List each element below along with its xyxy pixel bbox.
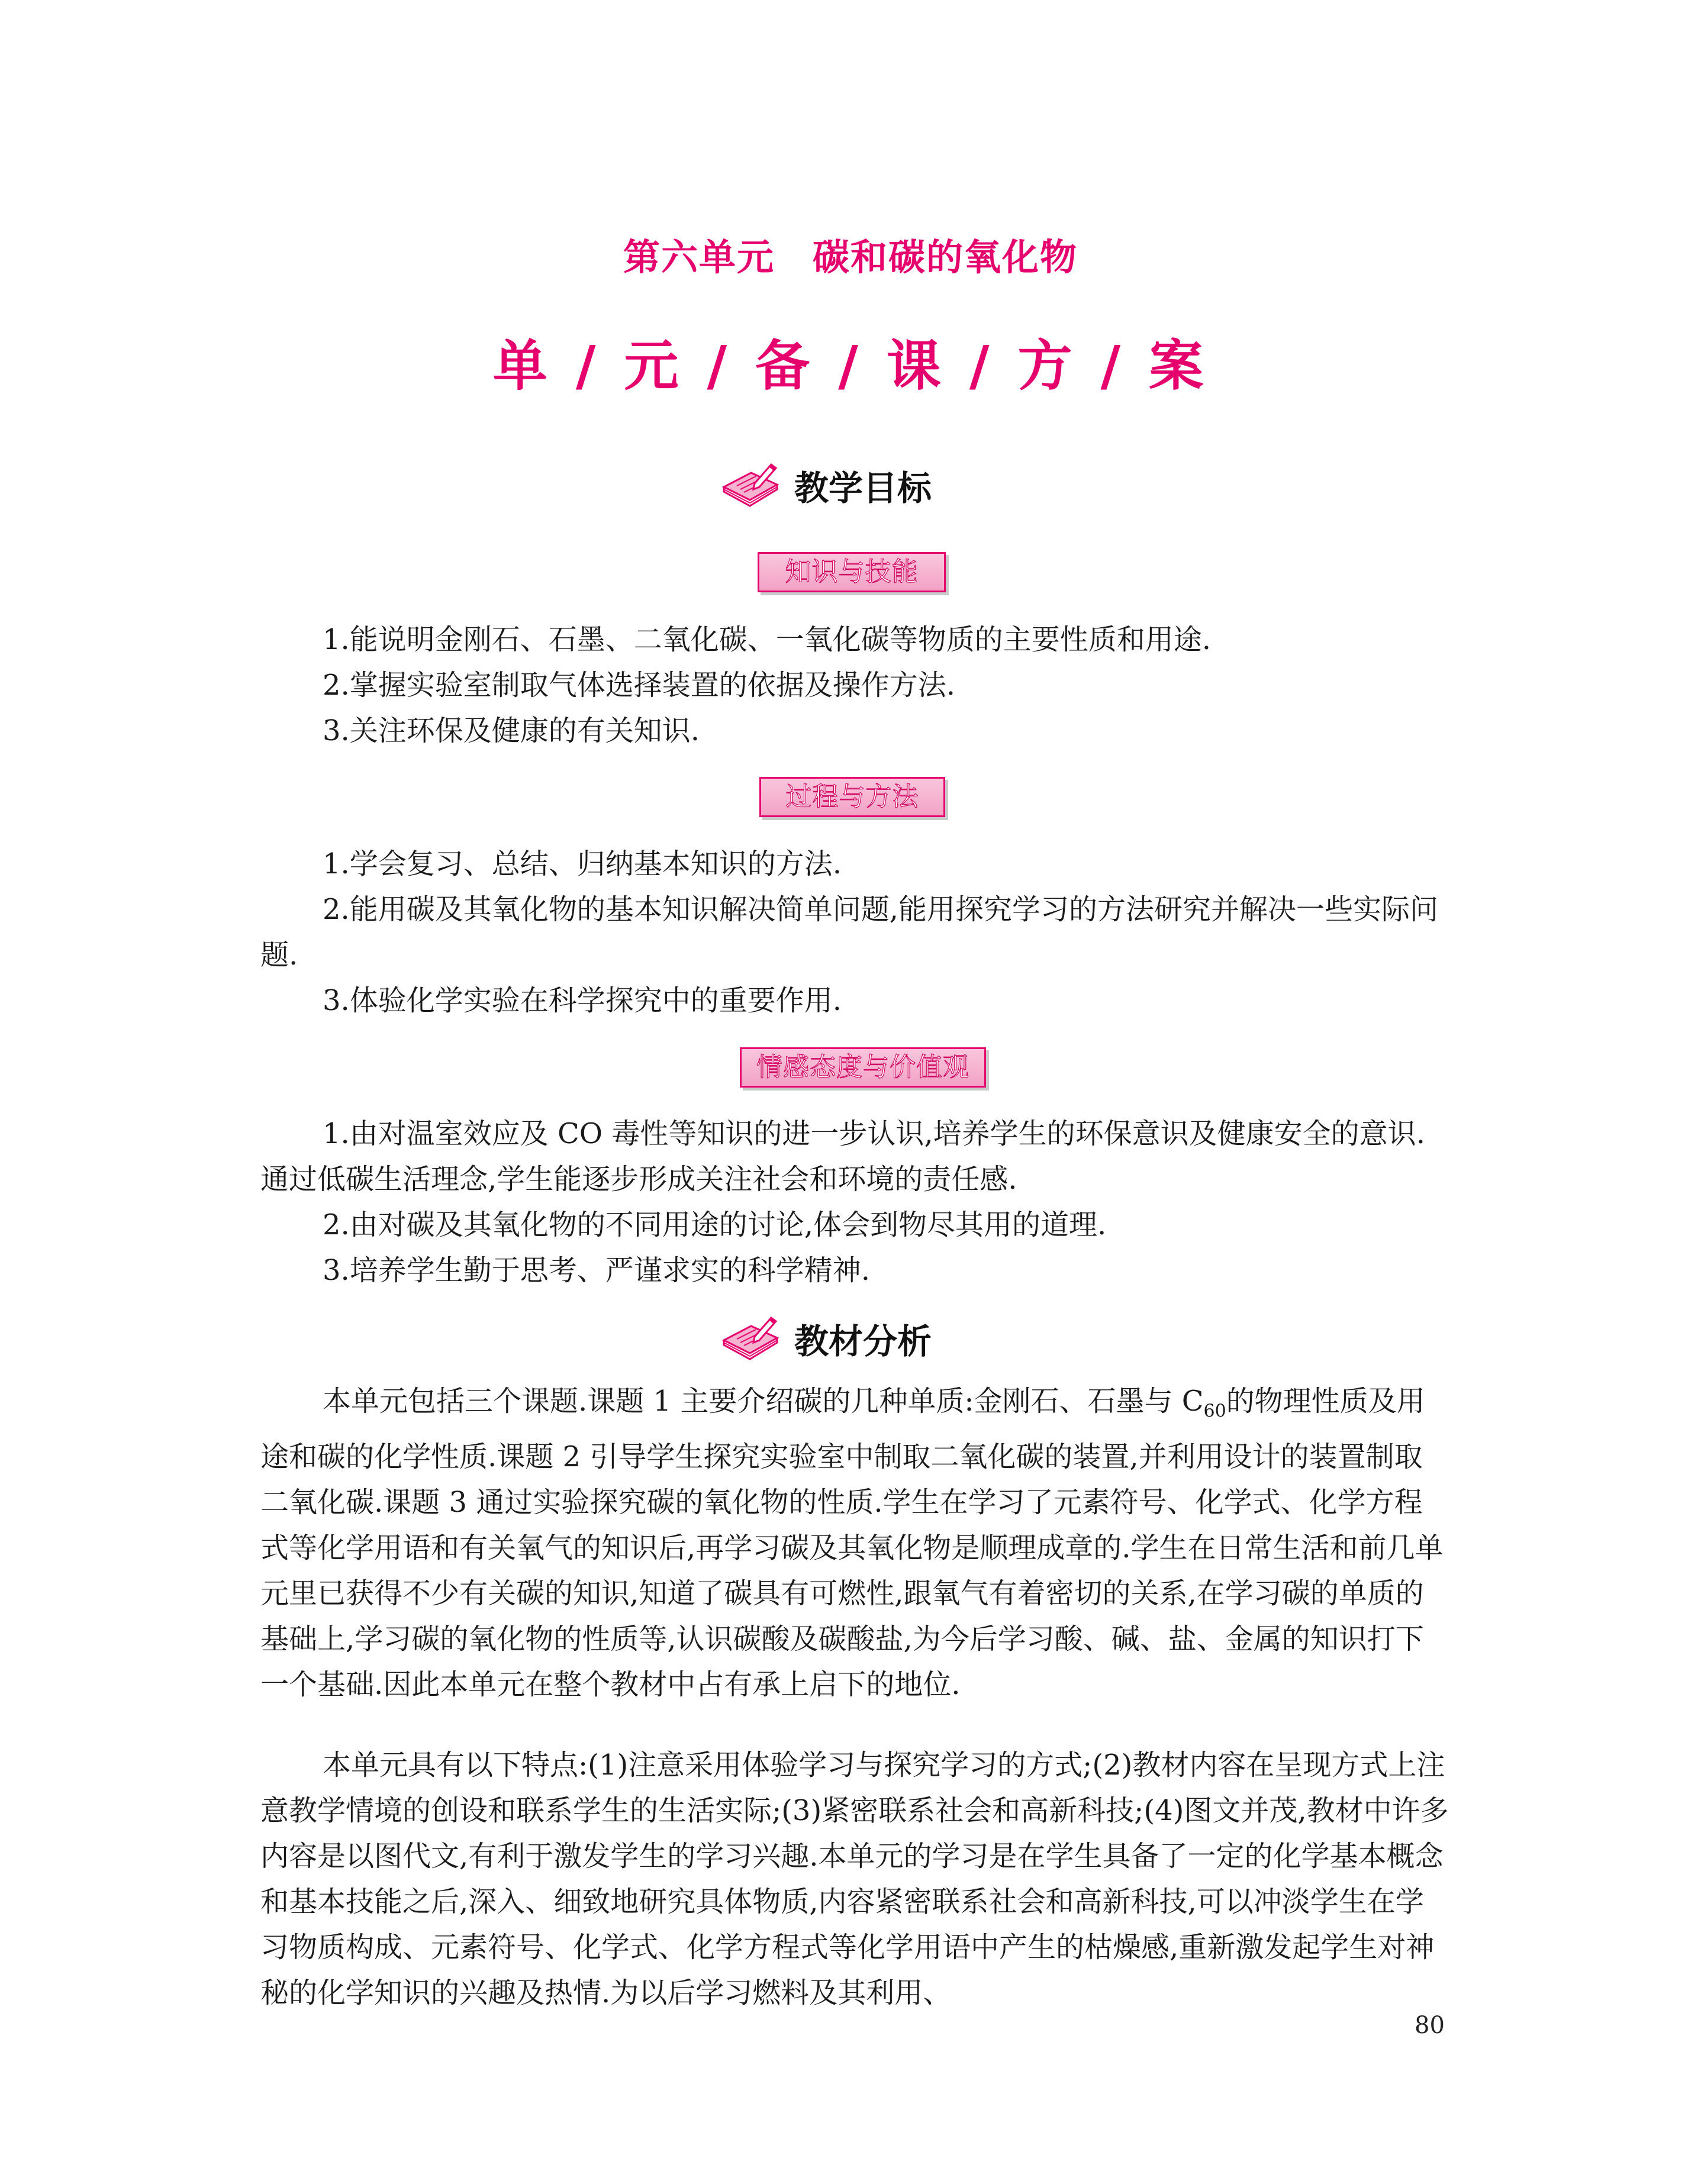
analysis-paragraph-2: 本单元具有以下特点:(1)注意采用体验学习与探究学习的方式;(2)教材内容在呈现方式上注意教学情境的创设和联系学生的生活实际;(3)紧密联系社会和高新科技;(4)图文并茂,教材中许多内容是以图代文,有利于激发学生的学习兴趣.本单元的学习是在学生具备了一定的化学基本概念和基本技能之后,深入、细致地研究具体物质,内容紧密联系社会和高新科技,可以冲淡学生在学习物质构成、元素符号、化学式、化学方程式等化学用语中产生的枯燥感,重新激发起学生对神秘的化学知识的兴趣及热情.为以后学习燃料及其利用、 [260,1749,1449,2009]
knowledge-item-3: 3.关注环保及健康的有关知识. [323,714,700,747]
notebook-pencil-icon [719,1312,781,1365]
page-number: 80 [1415,2012,1445,2039]
emotion-item-1: 1.由对温室效应及 CO 毒性等知识的进一步认识,培养学生的环保意识及健康安全的意识.通过低碳生活理念,学生能逐步形成关注社会和环境的责任感. [260,1117,1425,1196]
analysis-p1-before: 本单元包括三个课题.课题 1 主要介绍碳的几种单质:金刚石、石墨与 C [323,1385,1204,1418]
section-heading-material-analysis [719,1306,932,1371]
analysis-p1-subscript: 60 [1203,1401,1226,1422]
analysis-p1-after: 的物理性质及用途和碳的化学性质.课题 2 引导学生探究实验室中制取二氧化碳的装置,并利用设计的装置制取二氧化碳.课题 3 通过实验探究碳的氧化物的性质.学生在学习了元素符号、化学式、化学方程式等化学用语和有关氧气的知识后,再学习碳及其氧化物是顺理成章的.学生在日常生活和前几单元里已获得不少有关碳的知识,知道了碳具有可燃性,跟氧气有着密切的关系,在学习碳的单质的基础上,学习碳的氧化物的性质等,认识碳酸及碳酸盐,为今后学习酸、碱、盐、金属的知识打下一个基础.因此本单元在整个教材中占有承上启下的地位. [260,1385,1444,1701]
badge-process-methods: 过程与方法 [759,777,945,817]
emotion-item-3: 3.培养学生勤于思考、严谨求实的科学精神. [323,1254,871,1287]
process-item-2: 2.能用碳及其氧化物的基本知识解决简单问题,能用探究学习的方法研究并解决一些实际问题. [260,893,1439,972]
badge-knowledge-skills: 知识与技能 [758,552,946,592]
notebook-pencil-icon [719,459,781,512]
analysis-paragraph-1 [260,1379,1450,1708]
emotion-item-2: 2.由对碳及其氧化物的不同用途的讨论,体会到物尽其用的道理. [323,1208,1107,1241]
badge-emotion-values: 情感态度与价值观 [740,1047,986,1088]
main-title: 单 / 元 / 备 / 课 / 方 / 案 [492,334,1209,398]
process-item-3: 3.体验化学实验在科学探究中的重要作用. [323,984,842,1017]
unit-title: 第六单元 碳和碳的氧化物 [623,236,1078,279]
section-heading-teaching-goals [719,453,932,518]
section-heading-label: 教学目标 [794,468,932,508]
section-heading-label: 教材分析 [794,1321,932,1362]
process-item-1: 1.学会复习、总结、归纳基本知识的方法. [323,847,842,880]
knowledge-item-1: 1.能说明金刚石、石墨、二氧化碳、一氧化碳等物质的主要性质和用途. [323,623,1212,656]
knowledge-item-2: 2.掌握实验室制取气体选择装置的依据及操作方法. [323,669,956,702]
